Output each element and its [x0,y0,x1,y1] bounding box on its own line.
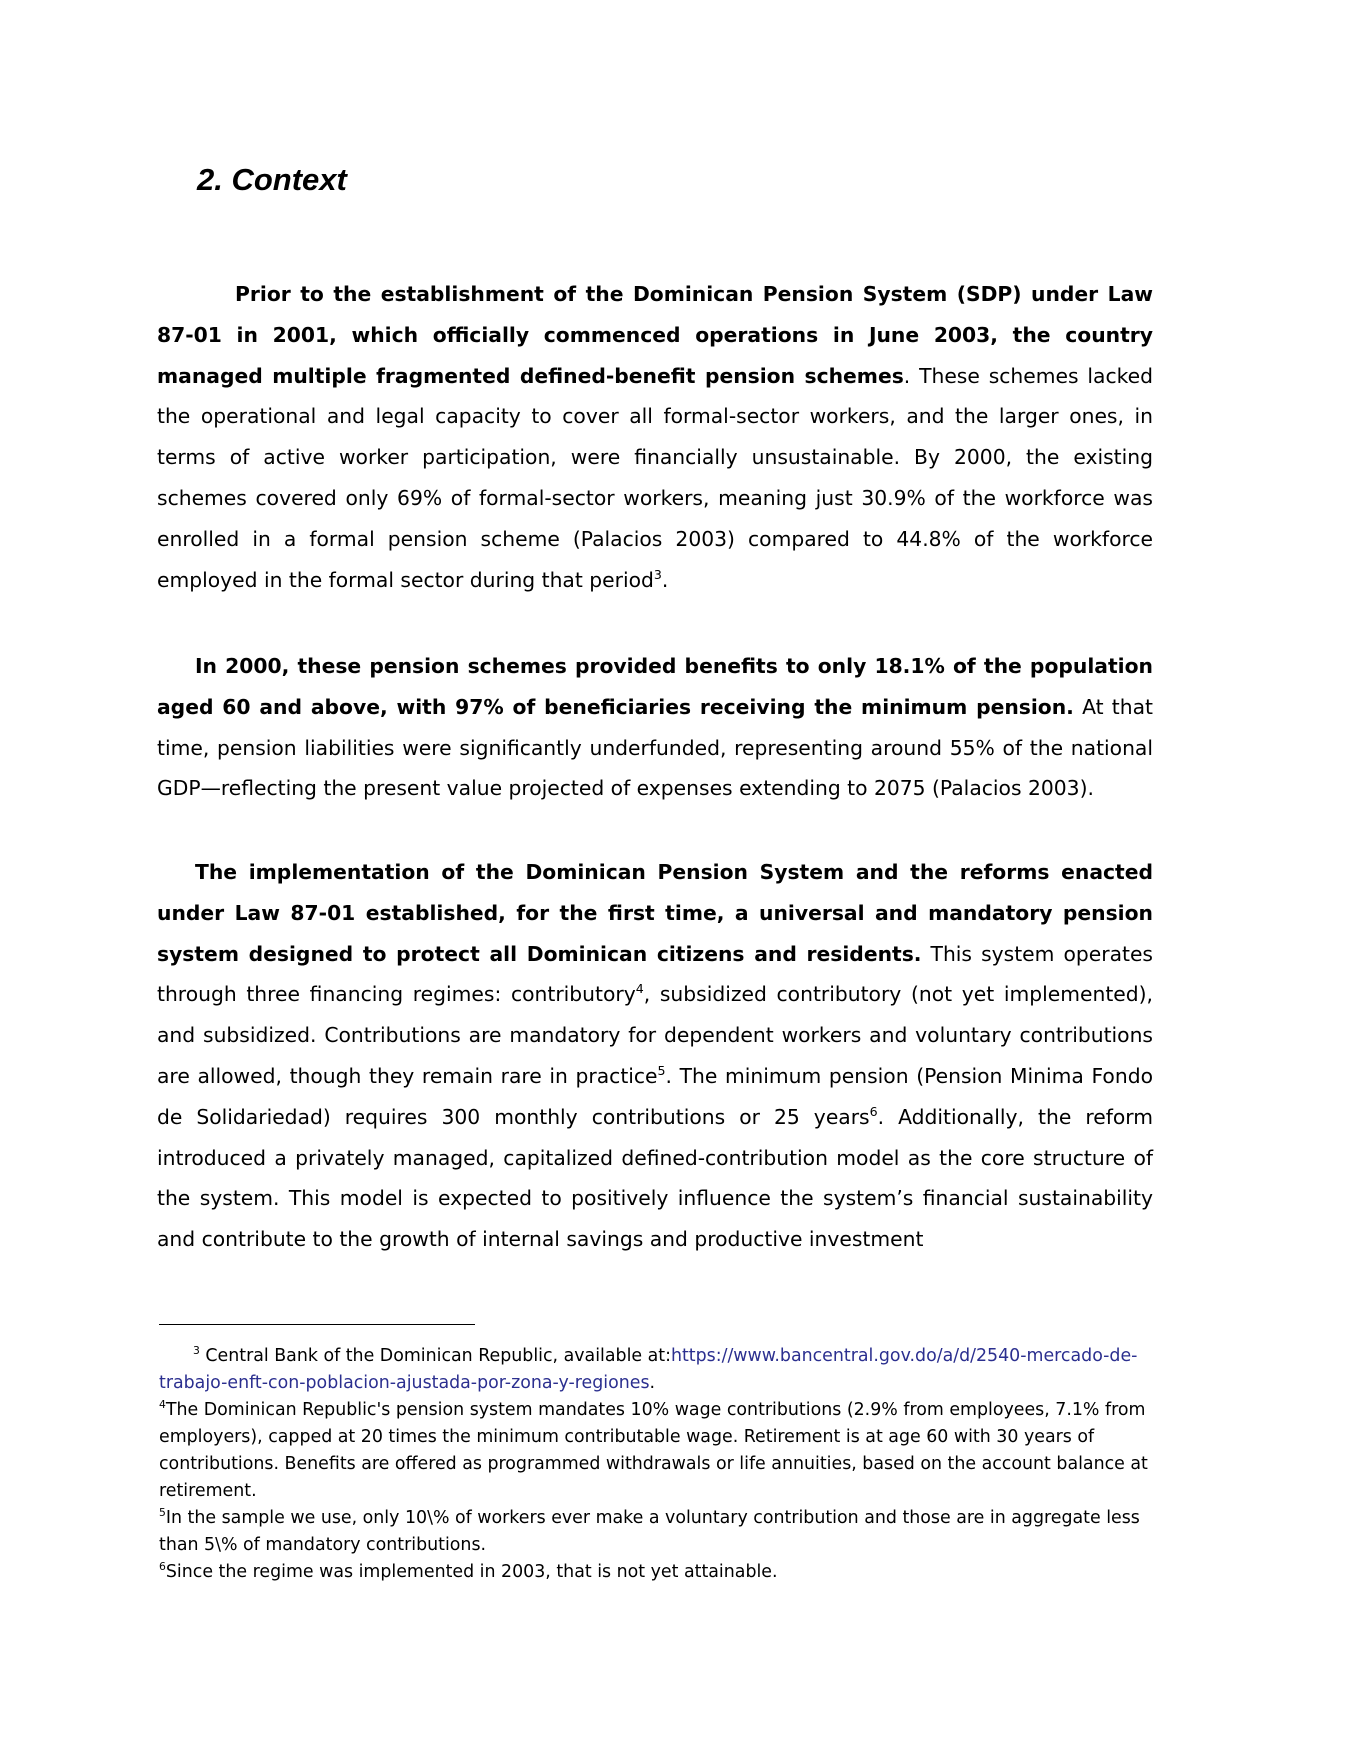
paragraph-lead-bold: Prior to the establishment of the Dominican Pension System (SDP) under Law 87-01 in 2001, which officially commenced operations in June 2003, the country managed multiple fragmented defined-benefit pension schemes [157,282,1153,388]
footnote-text: The Dominican Republic's pension system mandates 10% wage contributions (2.9% from employees, 7.1% from employers), capped at 20 times the minimum contributable wage. Retirement is at age 60 with 30 years of contributions. Benefits are offered as programmed withdrawals or life annuities, based on the account balance at retirement. [159,1400,1148,1501]
paragraph-body: At that time, pension liabilities were significantly underfunded, representing around 55% of the national GDP—reflecting the present value projected of expenses extending to 2075 (Palacios 2003). [157,694,1153,801]
footnote-number: 3 [193,1344,200,1358]
paragraph-implementation [157,852,1153,1260]
footnote-link[interactable]: https://www.bancentral.gov.do/a/d/2540-mercado-de-trabajo-enft-con-poblacion-ajustada-por-zona-y-regiones [159,1346,1138,1393]
footnote-number: 6 [159,1560,166,1574]
paragraph-tail: . [661,567,669,592]
paragraph-prior-system [157,274,1153,600]
section-title: 2. Context [197,162,347,197]
paragraph-body: . These schemes lacked the operational and legal capacity to cover all formal-sector workers, and the larger ones, in terms of active worker participation, were financially unsustainable. By 2000, the existing schemes covered only 69% of formal-sector workers, meaning just 30.9% of the workforce was enrolled in a formal pension scheme (Palacios 2003) compared to 44.8% of the workforce employed in the formal sector during that period [157,363,1153,592]
footnote-4 [159,1397,1184,1505]
footnote-ref-5[interactable]: 5 [657,1063,666,1079]
paragraph-lead-bold: In 2000, these pension schemes provided benefits to only 18.1% of the population aged 60 and above, with 97% of beneficiaries receiving the minimum pension. [157,654,1153,719]
footnote-6 [159,1559,1184,1586]
footnote-tail: . [649,1373,656,1393]
paragraph-body: . The minimum pension (Pension Minima Fondo de Solidariedad) requires 300 monthly contributions or 25 years [157,1063,1153,1129]
paragraph-lead-bold: The implementation of the Dominican Pension System and the reforms enacted under Law 87-01 established, for the first time, a universal and mandatory pension system designed to protect all Dominican citizens and residents. [157,860,1153,966]
paragraph-body: . Additionally, the reform introduced a privately managed, capitalized defined-contribution model as the core structure of the system. This model is expected to positively influence the system’s financial sustainability and contribute to the growth of internal savings and productive investment [157,1104,1153,1252]
footnote-text: In the sample we use, only 10\% of workers ever make a voluntary contribution and those are in aggregate less than 5\% of mandatory contributions. [159,1508,1140,1555]
footnote-text: Since the regime was implemented in 2003, that is not yet attainable. [165,1562,778,1582]
footnote-separator [159,1324,475,1325]
paragraph-body: This system operates through three financing regimes: contributory [157,941,1153,1007]
footnote-3 [159,1343,1184,1397]
footnote-ref-3[interactable]: 3 [653,566,662,582]
footnote-ref-6[interactable]: 6 [869,1104,878,1120]
footnote-ref-4[interactable]: 4 [635,981,644,997]
paragraph-body: , subsidized contributory (not yet implemented), and subsidized. Contributions are mandatory for dependent workers and voluntary contributions are allowed, though they remain rare in practice [157,982,1153,1088]
footnotes [159,1343,1184,1586]
paragraph-2000-benefits [157,646,1153,809]
footnote-5 [159,1505,1184,1559]
footnote-number: 4 [159,1398,166,1412]
footnote-text: Central Bank of the Dominican Republic, available at: [199,1346,671,1366]
footnote-number: 5 [159,1506,166,1520]
